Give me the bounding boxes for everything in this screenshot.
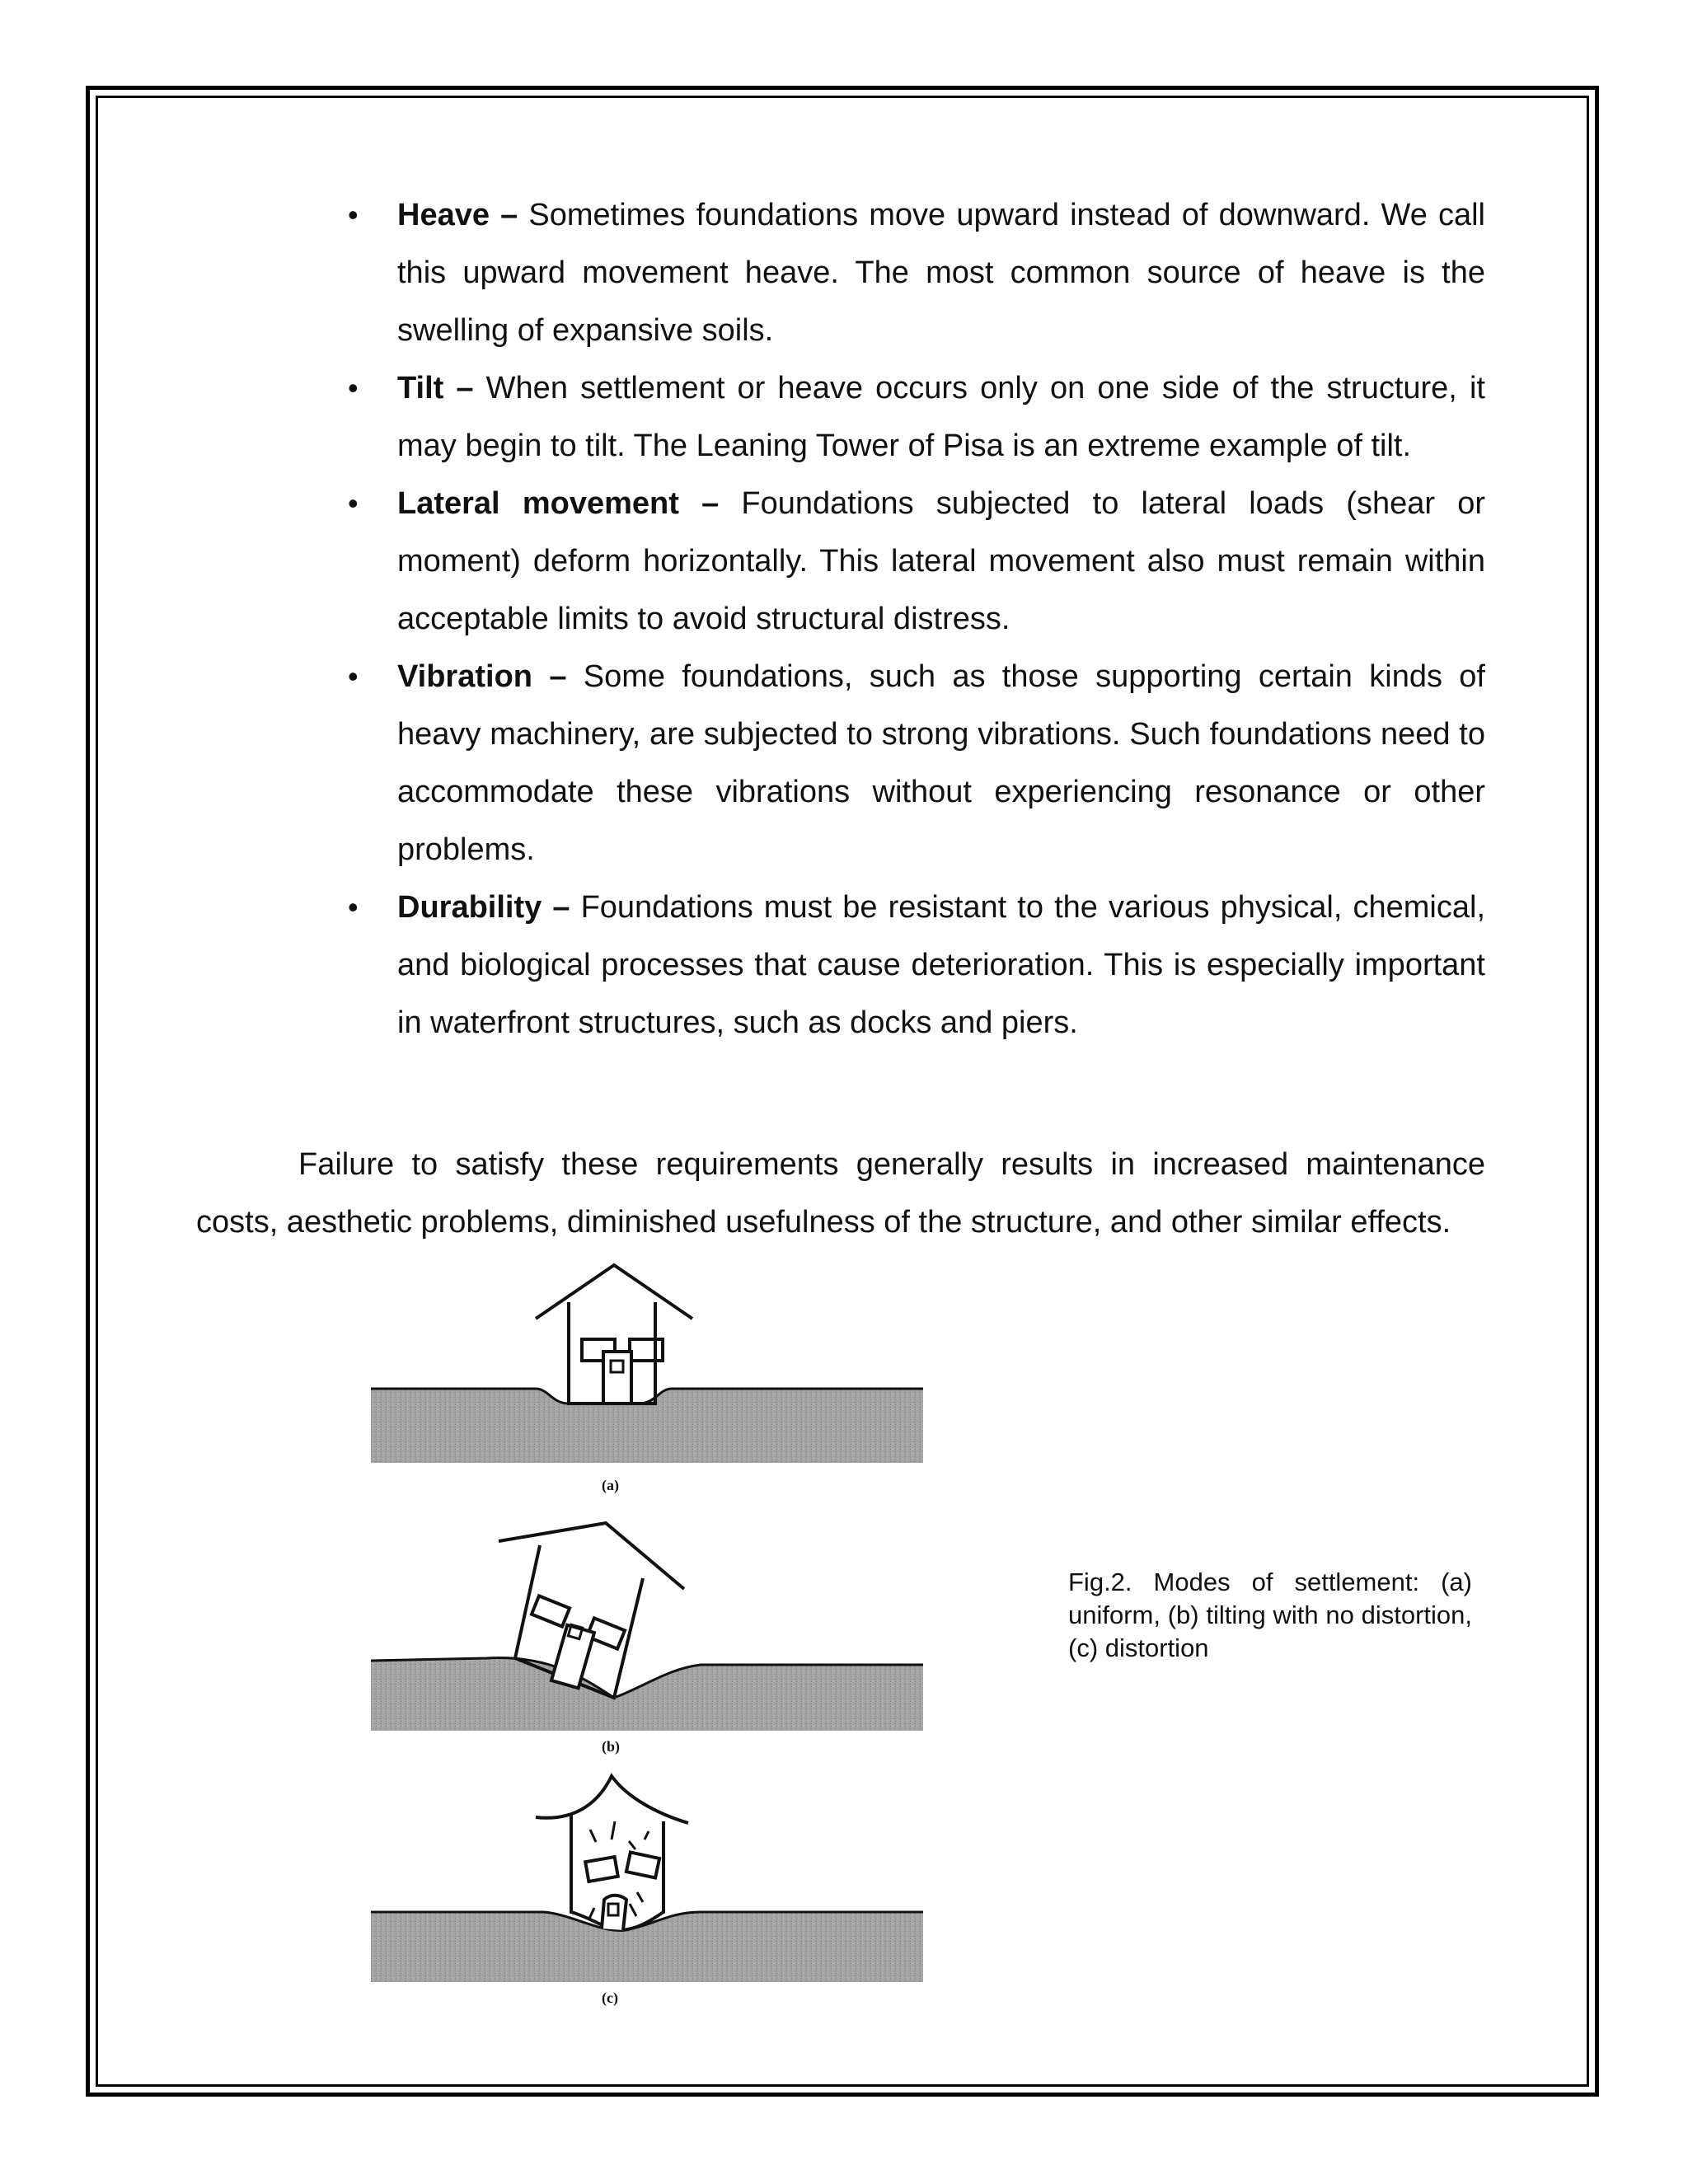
bullet-item-lateral-movement: [345, 475, 1485, 648]
roof-c: [536, 1776, 688, 1823]
bullet-text: When settlement or heave occurs only on one side of the structure, it may begin to tilt. The Leaning Tower of Pisa is an extreme example of tilt.: [397, 371, 1485, 463]
ground-a: [371, 1389, 923, 1463]
ground-b: [371, 1658, 923, 1731]
window-c-left: [585, 1857, 618, 1882]
door-c: [602, 1896, 626, 1930]
bullet-term: Vibration –: [397, 659, 567, 694]
bullet-dot-icon: •: [348, 890, 359, 924]
bullet-item-vibration: [345, 648, 1485, 879]
bullet-text: Foundations must be resistant to the various physical, chemical, and biological processes that cause deterioration. This is especially important in waterfront structures, such as docks and piers.: [397, 890, 1486, 1040]
bullet-text: Some foundations, such as those supporting certain kinds of heavy machinery, are subjected to strong vibrations. Such foundations need to accommodate these vibrations without experiencing resonance or other problems.: [397, 659, 1485, 867]
house-c-distortion: [371, 1776, 923, 2007]
roof-a: [536, 1265, 692, 1319]
figure-caption: Fig.2. Modes of settlement: (a) uniform, (b) tilting with no distortion, (c) distortion: [1068, 1568, 1472, 1662]
label-a: (a): [602, 1477, 619, 1493]
window-c-right: [626, 1853, 659, 1878]
bullet-dot-icon: •: [348, 198, 359, 232]
label-c: (c): [602, 1990, 618, 2006]
roof-b: [499, 1523, 684, 1589]
bullet-item-durability: [345, 879, 1485, 1052]
bullet-item-tilt: [345, 359, 1485, 475]
house-b-tilting: [371, 1523, 923, 1755]
bullet-term: Durability –: [397, 890, 570, 925]
door-a: [603, 1352, 631, 1404]
window-b-left: [532, 1596, 570, 1626]
bullet-text: Foundations subjected to lateral loads (shear or moment) deform horizontally. This lateral movement also must remain within acceptable limits to avoid structural distress.: [397, 486, 1485, 636]
bullet-list: [345, 186, 1485, 1052]
bullet-dot-icon: •: [348, 486, 359, 520]
window-a-right: [630, 1339, 663, 1361]
settlement-figure: [354, 1253, 948, 2011]
bullet-text: Sometimes foundations move upward instead of downward. We call this upward movement heave. The most common source of heave is the swelling of expansive soils.: [397, 198, 1485, 348]
label-b: (b): [602, 1738, 620, 1755]
paragraph-text: Failure to satisfy these requirements generally results in increased maintenance costs, aesthetic problems, diminished usefulness of the structure, and other similar effects.: [196, 1147, 1485, 1240]
bullet-dot-icon: •: [348, 371, 359, 405]
door-b: [551, 1625, 594, 1689]
bullet-term: Heave –: [397, 198, 518, 232]
bullet-item-heave: [345, 186, 1485, 359]
bullet-term: Tilt –: [397, 371, 474, 405]
bullet-term: Lateral movement –: [397, 486, 720, 521]
bullet-dot-icon: •: [348, 659, 359, 693]
body-paragraph: [196, 1136, 1485, 1251]
house-a-uniform: [371, 1265, 923, 1494]
